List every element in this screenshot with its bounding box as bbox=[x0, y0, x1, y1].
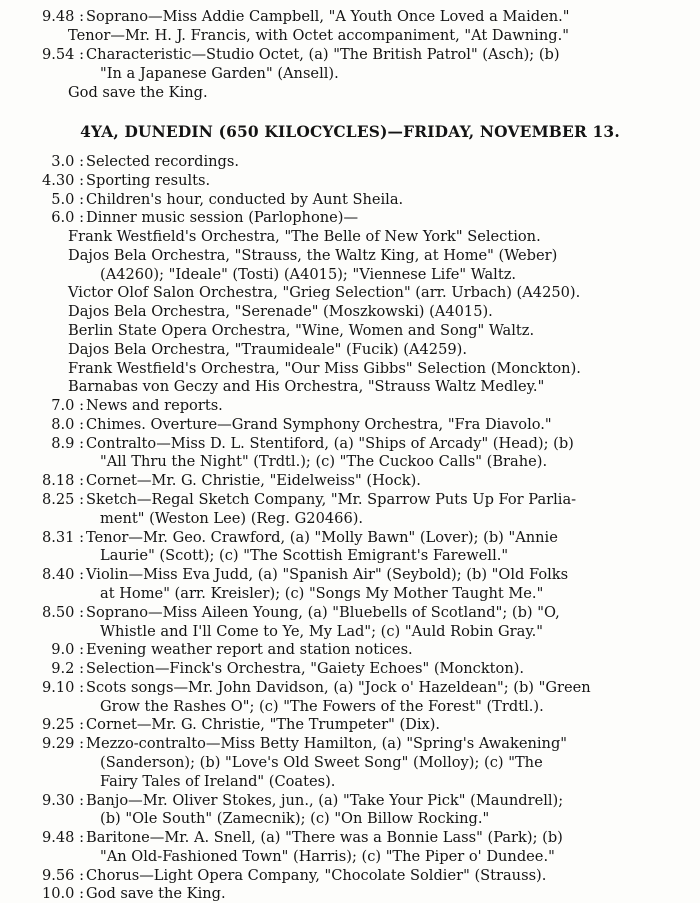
entry-time: 9.48 : bbox=[41, 8, 84, 25]
entry-time: 9.56 : bbox=[41, 867, 84, 884]
entry-text: (b) "Ole South" (Zamecnik); (c) "On Billow Rocking." bbox=[100, 810, 490, 827]
entry-text: Cornet—Mr. G. Christie, "The Trumpeter" (Dix). bbox=[86, 716, 441, 733]
entry-text: Berlin State Opera Orchestra, "Wine, Women and Song" Waltz. bbox=[68, 322, 535, 339]
entry-text: Cornet—Mr. G. Christie, "Eidelweiss" (Hock). bbox=[86, 472, 421, 489]
entry-time: 8.0 : bbox=[51, 416, 84, 433]
entry-text: Tenor—Mr. Geo. Crawford, (a) "Molly Bawn" (Lover); (b) "Annie bbox=[86, 529, 558, 546]
entry-time: 8.9 : bbox=[51, 435, 84, 452]
entry-text: Soprano—Miss Aileen Young, (a) "Bluebells of Scotland"; (b) "O, bbox=[86, 604, 560, 621]
entry-text: Tenor—Mr. H. J. Francis, with Octet accompaniment, "At Dawning." bbox=[68, 27, 569, 44]
entry-time: 9.30 : bbox=[41, 792, 84, 809]
entry-time: 8.25 : bbox=[41, 491, 84, 508]
entry-text: Frank Westfield's Orchestra, "Our Miss Gibbs" Selection (Monckton). bbox=[68, 360, 581, 377]
entry-text: God save the King. bbox=[68, 84, 208, 101]
entry-text: Scots songs—Mr. John Davidson, (a) "Jock o' Hazeldean"; (b) "Green bbox=[86, 679, 591, 696]
entry-text: Grow the Rashes O"; (c) "The Fowers of the Forest" (Trdtl.). bbox=[100, 698, 544, 715]
entry-text: Mezzo-contralto—Miss Betty Hamilton, (a) "Spring's Awakening" bbox=[86, 735, 567, 752]
entry-time: 3.0 : bbox=[51, 153, 84, 170]
entry-text: Dajos Bela Orchestra, "Traumideale" (Fucik) (A4259). bbox=[68, 341, 467, 358]
entry-text: "In a Japanese Garden" (Ansell). bbox=[100, 65, 339, 82]
entry-text: Sporting results. bbox=[86, 172, 211, 189]
entry-text: Violin—Miss Eva Judd, (a) "Spanish Air" (Seybold); (b) "Old Folks bbox=[86, 566, 569, 583]
entry-text: Laurie" (Scott); (c) "The Scottish Emigrant's Farewell." bbox=[100, 547, 509, 564]
entry-time: 4.30 : bbox=[41, 172, 84, 189]
entry-time: 5.0 : bbox=[51, 191, 84, 208]
entry-time: 8.40 : bbox=[41, 566, 84, 583]
entry-text: Evening weather report and station notices. bbox=[86, 641, 413, 658]
entry-text: (Sanderson); (b) "Love's Old Sweet Song" (Molloy); (c) "The bbox=[100, 754, 543, 771]
entry-time: 9.48 : bbox=[41, 829, 84, 846]
entry-time: 6.0 : bbox=[51, 209, 84, 226]
entry-text: Soprano—Miss Addie Campbell, "A Youth Once Loved a Maiden." bbox=[86, 8, 570, 25]
entry-text: Selected recordings. bbox=[86, 153, 240, 170]
station-heading: 4YA, DUNEDIN (650 KILOCYCLES)—FRIDAY, NOVEMBER 13. bbox=[80, 123, 620, 141]
entry-text: Whistle and I'll Come to Ye, My Lad"; (c) "Auld Robin Gray." bbox=[100, 623, 543, 640]
entry-text: Selection—Finck's Orchestra, "Gaiety Echoes" (Monckton). bbox=[86, 660, 525, 677]
entry-text: Victor Olof Salon Orchestra, "Grieg Selection" (arr. Urbach) (A4250). bbox=[68, 284, 581, 301]
entry-text: at Home" (arr. Kreisler); (c) "Songs My Mother Taught Me." bbox=[100, 585, 544, 602]
entry-text: News and reports. bbox=[86, 397, 223, 414]
entry-time: 9.10 : bbox=[41, 679, 84, 696]
entry-text: Children's hour, conducted by Aunt Sheila. bbox=[86, 191, 404, 208]
entry-text: "An Old-Fashioned Town" (Harris); (c) "The Piper o' Dundee." bbox=[100, 848, 555, 865]
entry-time: 8.50 : bbox=[41, 604, 84, 621]
entry-text: ment" (Weston Lee) (Reg. G20466). bbox=[100, 510, 364, 527]
entry-time: 9.25 : bbox=[41, 716, 84, 733]
entry-text: Frank Westfield's Orchestra, "The Belle of New York" Selection. bbox=[68, 228, 541, 245]
entry-time: 9.54 : bbox=[41, 46, 84, 63]
entry-text: Barnabas von Geczy and His Orchestra, "Strauss Waltz Medley." bbox=[68, 378, 545, 395]
entry-time: 8.31 : bbox=[41, 529, 84, 546]
entry-text: Chimes. Overture—Grand Symphony Orchestra, "Fra Diavolo." bbox=[86, 416, 552, 433]
entry-text: Banjo—Mr. Oliver Stokes, jun., (a) "Take Your Pick" (Maundrell); bbox=[86, 792, 564, 809]
entry-time: 10.0 : bbox=[41, 885, 84, 902]
entry-text: "All Thru the Night" (Trdtl.); (c) "The Cuckoo Calls" (Brahe). bbox=[100, 453, 548, 470]
entry-text: God save the King. bbox=[86, 885, 226, 902]
entry-text: Characteristic—Studio Octet, (a) "The British Patrol" (Asch); (b) bbox=[86, 46, 560, 63]
entry-text: Chorus—Light Opera Company, "Chocolate Soldier" (Strauss). bbox=[86, 867, 547, 884]
entry-time: 7.0 : bbox=[51, 397, 84, 414]
entry-time: 9.29 : bbox=[41, 735, 84, 752]
entry-text: (A4260); "Ideale" (Tosti) (A4015); "Viennese Life" Waltz. bbox=[100, 266, 517, 283]
entry-text: Dajos Bela Orchestra, "Strauss, the Waltz King, at Home" (Weber) bbox=[68, 247, 558, 264]
entry-time: 8.18 : bbox=[41, 472, 84, 489]
entry-text: Dajos Bela Orchestra, "Serenade" (Moszkowski) (A4015). bbox=[68, 303, 493, 320]
entry-time: 9.0 : bbox=[51, 641, 84, 658]
entry-text: Dinner music session (Parlophone)— bbox=[86, 209, 359, 226]
entry-time: 9.2 : bbox=[51, 660, 84, 677]
entry-text: Baritone—Mr. A. Snell, (a) "There was a Bonnie Lass" (Park); (b) bbox=[86, 829, 563, 846]
entry-text: Fairy Tales of Ireland" (Coates). bbox=[100, 773, 336, 790]
entry-text: Sketch—Regal Sketch Company, "Mr. Sparrow Puts Up For Parlia- bbox=[86, 491, 577, 508]
entry-text: Contralto—Miss D. L. Stentiford, (a) "Ships of Arcady" (Head); (b) bbox=[86, 435, 574, 452]
